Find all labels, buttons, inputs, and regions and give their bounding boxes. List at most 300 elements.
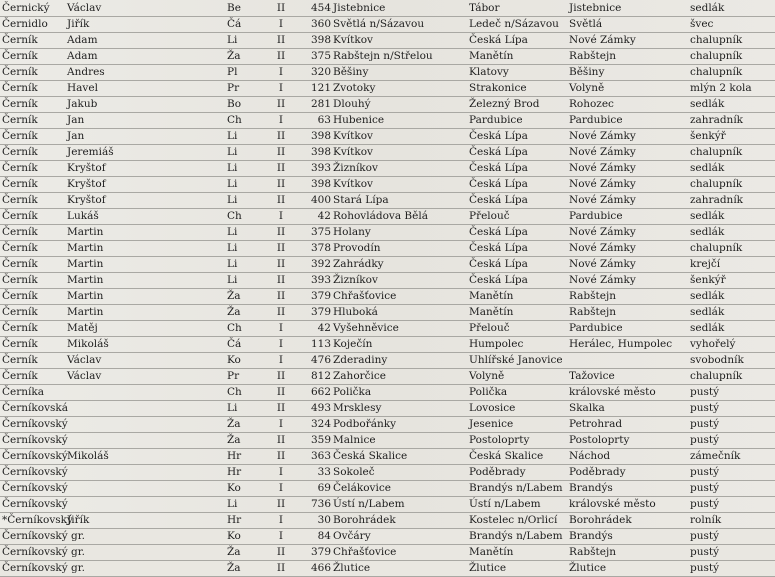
region-code-cell: Pr [225,368,265,384]
region-code-cell: Li [225,256,265,272]
district-cell: Česká Lípa [467,224,567,240]
region-code-cell: Ža [225,544,265,560]
estate-cell: Jistebnice [567,0,688,16]
village-cell: Hluboká [331,304,467,320]
surname-cell: Černík [0,352,65,368]
table-row [0,496,775,512]
table-row [0,320,775,336]
district-cell: Tábor [467,0,567,16]
given-name-cell [65,528,225,544]
region-code-cell: Ža [225,560,265,576]
surname-cell: Černický [0,0,65,16]
district-cell: Humpolec [467,336,567,352]
occupation-cell: zámečník [688,448,775,464]
table-row [0,240,775,256]
table-row [0,176,775,192]
village-cell: Zvotoky [331,80,467,96]
page-number-cell: 379 [295,304,331,320]
table-row [0,112,775,128]
village-cell: Jistebnice [331,0,467,16]
village-cell: Kvítkov [331,128,467,144]
village-cell: Koječín [331,336,467,352]
region-code-cell: Pr [225,80,265,96]
page-number-cell: 736 [295,496,331,512]
occupation-cell: sedlák [688,224,775,240]
village-cell: Zderadiny [331,352,467,368]
page-number-cell: 324 [295,416,331,432]
given-name-cell: Jiřík [65,512,225,528]
estate-cell: Nové Zámky [567,176,688,192]
district-cell: Postoloprty [467,432,567,448]
class-cell: II [265,560,295,576]
district-cell: Ústí n/Labem [467,496,567,512]
district-cell: Česká Lípa [467,32,567,48]
district-cell: Železný Brod [467,96,567,112]
surname-cell: Černík [0,112,65,128]
estate-cell: Poděbrady [567,464,688,480]
estate-cell: Nové Zámky [567,272,688,288]
class-cell: II [265,544,295,560]
occupation-cell: pustý [688,400,775,416]
given-name-cell: Václav [65,352,225,368]
village-cell: Kvítkov [331,32,467,48]
surname-cell: Černík [0,288,65,304]
village-cell: Kvítkov [331,144,467,160]
village-cell: Provodín [331,240,467,256]
occupation-cell: chalupník [688,32,775,48]
page-number-cell: 393 [295,272,331,288]
class-cell: II [265,0,295,16]
occupation-cell: chalupník [688,144,775,160]
district-cell: Česká Lípa [467,240,567,256]
given-name-cell: Martin [65,288,225,304]
given-name-cell: Mikoláš [65,448,225,464]
village-cell: Žizníkov [331,272,467,288]
estate-cell: Petrohrad [567,416,688,432]
occupation-cell: pustý [688,544,775,560]
class-cell: II [265,192,295,208]
table-row [0,368,775,384]
region-code-cell: Li [225,160,265,176]
village-cell: Dlouhý [331,96,467,112]
region-code-cell: Li [225,32,265,48]
district-cell: Žlutice [467,560,567,576]
class-cell: II [265,368,295,384]
table-row [0,128,775,144]
region-code-cell: Ko [225,352,265,368]
page-number-cell: 393 [295,160,331,176]
district-cell: Brandýs n/Labem [467,480,567,496]
district-cell: Ledeč n/Sázavou [467,16,567,32]
occupation-cell: sedlák [688,208,775,224]
occupation-cell: zahradník [688,192,775,208]
region-code-cell: Ža [225,416,265,432]
occupation-cell: pustý [688,560,775,576]
occupation-cell: sedlák [688,0,775,16]
class-cell: II [265,400,295,416]
village-cell: Chřašťovice [331,544,467,560]
estate-cell: Skalka [567,400,688,416]
page-number-cell: 320 [295,64,331,80]
occupation-cell: sedlák [688,96,775,112]
table-row [0,288,775,304]
table-row [0,0,775,16]
given-name-cell [65,560,225,576]
occupation-cell: chalupník [688,368,775,384]
region-code-cell: Hr [225,464,265,480]
class-cell: I [265,80,295,96]
occupation-cell: pustý [688,432,775,448]
surname-cell: Černík [0,64,65,80]
estate-cell: královské město [567,384,688,400]
estate-cell: Nové Zámky [567,144,688,160]
given-name-cell [65,464,225,480]
page-number-cell: 360 [295,16,331,32]
given-name-cell: Lukáš [65,208,225,224]
village-cell: Polička [331,384,467,400]
table-row [0,272,775,288]
estate-cell: Brandýs [567,480,688,496]
table-row [0,352,775,368]
surname-cell: Černík [0,208,65,224]
class-cell: I [265,512,295,528]
given-name-cell: Kryštof [65,160,225,176]
surname-cell: Černík [0,80,65,96]
district-cell: Jesenice [467,416,567,432]
class-cell: I [265,64,295,80]
page-number-cell: 466 [295,560,331,576]
surname-cell: Černík [0,144,65,160]
district-cell: Přelouč [467,320,567,336]
district-cell: Česká Lípa [467,256,567,272]
district-cell: Česká Lípa [467,160,567,176]
given-name-cell [65,384,225,400]
class-cell: I [265,320,295,336]
occupation-cell: pustý [688,480,775,496]
class-cell: I [265,336,295,352]
region-code-cell: Li [225,240,265,256]
surname-cell: Černíkovský gr. [0,528,65,544]
village-cell: Světlá n/Sázavou [331,16,467,32]
given-name-cell: Jan [65,128,225,144]
region-code-cell: Pl [225,64,265,80]
estate-cell: Běšiny [567,64,688,80]
estate-cell: Nové Zámky [567,240,688,256]
village-cell: Zahorčice [331,368,467,384]
class-cell: II [265,448,295,464]
surname-cell: Černík [0,32,65,48]
surname-cell: Černíka [0,384,65,400]
estate-cell: Rabštejn [567,48,688,64]
estate-cell [567,352,688,368]
page-number-cell: 42 [295,208,331,224]
estate-cell: Rabštejn [567,544,688,560]
occupation-cell: krejčí [688,256,775,272]
class-cell: II [265,96,295,112]
district-cell: Česká Lípa [467,128,567,144]
table-row [0,32,775,48]
given-name-cell: Adam [65,48,225,64]
district-cell: Česká Lípa [467,192,567,208]
given-name-cell [65,432,225,448]
given-name-cell: Jakub [65,96,225,112]
occupation-cell: pustý [688,416,775,432]
occupation-cell: mlýn 2 kola [688,80,775,96]
table-row [0,464,775,480]
village-cell: Podbořánky [331,416,467,432]
page-number-cell: 30 [295,512,331,528]
class-cell: I [265,352,295,368]
class-cell: II [265,384,295,400]
estate-cell: Brandýs [567,528,688,544]
district-cell: Přelouč [467,208,567,224]
surname-cell: Černíkovský [0,464,65,480]
page-number-cell: 398 [295,144,331,160]
given-name-cell: Havel [65,80,225,96]
table-row [0,560,775,576]
occupation-cell: rolník [688,512,775,528]
district-cell: Lovosice [467,400,567,416]
occupation-cell: chalupník [688,240,775,256]
district-cell: Volyně [467,368,567,384]
class-cell: II [265,144,295,160]
surname-cell: Černík [0,368,65,384]
region-code-cell: Ch [225,384,265,400]
region-code-cell: Li [225,192,265,208]
region-code-cell: Ch [225,320,265,336]
class-cell: I [265,480,295,496]
district-cell: Strakonice [467,80,567,96]
estate-cell: Nové Zámky [567,160,688,176]
class-cell: II [265,496,295,512]
district-cell: Brandýs n/Labem [467,528,567,544]
page-number-cell: 379 [295,544,331,560]
estate-cell: Postoloprty [567,432,688,448]
village-cell: Ústí n/Labem [331,496,467,512]
estate-cell: Tažovice [567,368,688,384]
surname-cell: Černík [0,336,65,352]
given-name-cell: Kryštof [65,176,225,192]
region-code-cell: Ko [225,528,265,544]
village-cell: Chřašťovice [331,288,467,304]
village-cell: Běšiny [331,64,467,80]
given-name-cell: Václav [65,0,225,16]
region-code-cell: Li [225,128,265,144]
surname-cell: Černík [0,160,65,176]
estate-cell: Žlutice [567,560,688,576]
class-cell: II [265,240,295,256]
class-cell: I [265,208,295,224]
page-number-cell: 398 [295,176,331,192]
district-cell: Manětín [467,288,567,304]
region-code-cell: Čá [225,336,265,352]
estate-cell: královské město [567,496,688,512]
region-code-cell: Ko [225,480,265,496]
occupation-cell: chalupník [688,176,775,192]
estate-cell: Pardubice [567,112,688,128]
village-cell: Žizníkov [331,160,467,176]
village-cell: Hubenice [331,112,467,128]
given-name-cell: Jan [65,112,225,128]
estate-cell: Volyně [567,80,688,96]
table-row [0,48,775,64]
estate-cell: Světlá [567,16,688,32]
surname-cell: Černidlo [0,16,65,32]
estate-cell: Nové Zámky [567,32,688,48]
class-cell: I [265,464,295,480]
district-cell: Polička [467,384,567,400]
surname-cell: Černík [0,304,65,320]
village-cell: Kvítkov [331,176,467,192]
district-cell: Klatovy [467,64,567,80]
surname-cell: Černík [0,96,65,112]
class-cell: II [265,288,295,304]
region-code-cell: Hr [225,512,265,528]
village-cell: Sokoleč [331,464,467,480]
given-name-cell: Martin [65,304,225,320]
region-code-cell: Be [225,0,265,16]
page-number-cell: 84 [295,528,331,544]
region-code-cell: Li [225,224,265,240]
village-cell: Česká Skalice [331,448,467,464]
given-name-cell: Martin [65,240,225,256]
surname-cell: Černík [0,48,65,64]
page-number-cell: 33 [295,464,331,480]
table-row [0,544,775,560]
surname-cell: Černíkovský [0,448,65,464]
table-row [0,144,775,160]
class-cell: I [265,16,295,32]
occupation-cell: pustý [688,384,775,400]
page-number-cell: 400 [295,192,331,208]
table-row [0,256,775,272]
region-code-cell: Ža [225,304,265,320]
district-cell: Manětín [467,544,567,560]
village-cell: Rohovládova Bělá [331,208,467,224]
table-row [0,64,775,80]
village-cell: Holany [331,224,467,240]
given-name-cell: Matěj [65,320,225,336]
surname-cell: Černík [0,192,65,208]
given-name-cell: Václav [65,368,225,384]
estate-cell: Borohrádek [567,512,688,528]
table-row [0,80,775,96]
table-row [0,16,775,32]
estate-cell: Nové Zámky [567,128,688,144]
page-number-cell: 281 [295,96,331,112]
table-row [0,432,775,448]
occupation-cell: šenkýř [688,272,775,288]
page-number-cell: 454 [295,0,331,16]
surname-cell: Černíkovský [0,496,65,512]
district-cell: Česká Lípa [467,176,567,192]
district-cell: Manětín [467,48,567,64]
occupation-cell: švec [688,16,775,32]
village-cell: Mrsklesy [331,400,467,416]
page-number-cell: 42 [295,320,331,336]
given-name-cell: Martin [65,224,225,240]
given-name-cell: Mikoláš [65,336,225,352]
occupation-cell: sedlák [688,320,775,336]
page-number-cell: 113 [295,336,331,352]
given-name-cell: Jiřík [65,16,225,32]
page-number-cell: 359 [295,432,331,448]
table-row [0,384,775,400]
class-cell: II [265,304,295,320]
given-name-cell: Martin [65,272,225,288]
surname-cell: Černík [0,224,65,240]
table-row [0,416,775,432]
region-code-cell: Li [225,144,265,160]
page-number-cell: 392 [295,256,331,272]
page-number-cell: 69 [295,480,331,496]
class-cell: I [265,528,295,544]
table-row [0,336,775,352]
village-cell: Čelákovice [331,480,467,496]
table-row [0,480,775,496]
table-row [0,304,775,320]
district-cell: Uhlířské Janovice [467,352,567,368]
village-cell: Rabštejn n/Střelou [331,48,467,64]
village-cell: Ovčáry [331,528,467,544]
occupation-cell: sedlák [688,288,775,304]
given-name-cell: Jeremiáš [65,144,225,160]
occupation-cell: zahradník [688,112,775,128]
class-cell: II [265,128,295,144]
page-number-cell: 63 [295,112,331,128]
page-number-cell: 476 [295,352,331,368]
region-code-cell: Hr [225,448,265,464]
district-cell: Česká Skalice [467,448,567,464]
class-cell: II [265,176,295,192]
page-number-cell: 379 [295,288,331,304]
occupation-cell: pustý [688,528,775,544]
table-row [0,512,775,528]
region-code-cell: Li [225,176,265,192]
table-row [0,448,775,464]
region-code-cell: Ža [225,288,265,304]
table-row [0,160,775,176]
region-code-cell: Ch [225,112,265,128]
class-cell: II [265,224,295,240]
surname-cell: Černík [0,256,65,272]
surname-cell: Černík [0,320,65,336]
district-cell: Kostelec n/Orlicí [467,512,567,528]
occupation-cell: svobodník [688,352,775,368]
occupation-cell: pustý [688,464,775,480]
surname-cell: Černíkovský [0,416,65,432]
district-cell: Česká Lípa [467,272,567,288]
given-name-cell [65,544,225,560]
region-code-cell: Li [225,400,265,416]
class-cell: II [265,432,295,448]
village-cell: Zahrádky [331,256,467,272]
village-cell: Borohrádek [331,512,467,528]
table-row [0,528,775,544]
page-number-cell: 398 [295,32,331,48]
given-name-cell: Kryštof [65,192,225,208]
region-code-cell: Ža [225,48,265,64]
table-row [0,224,775,240]
estate-cell: Rohozec [567,96,688,112]
estate-cell: Pardubice [567,208,688,224]
region-code-cell: Li [225,272,265,288]
estate-cell: Náchod [567,448,688,464]
estate-cell: Herálec, Humpolec [567,336,688,352]
class-cell: I [265,112,295,128]
class-cell: I [265,416,295,432]
village-cell: Žlutice [331,560,467,576]
